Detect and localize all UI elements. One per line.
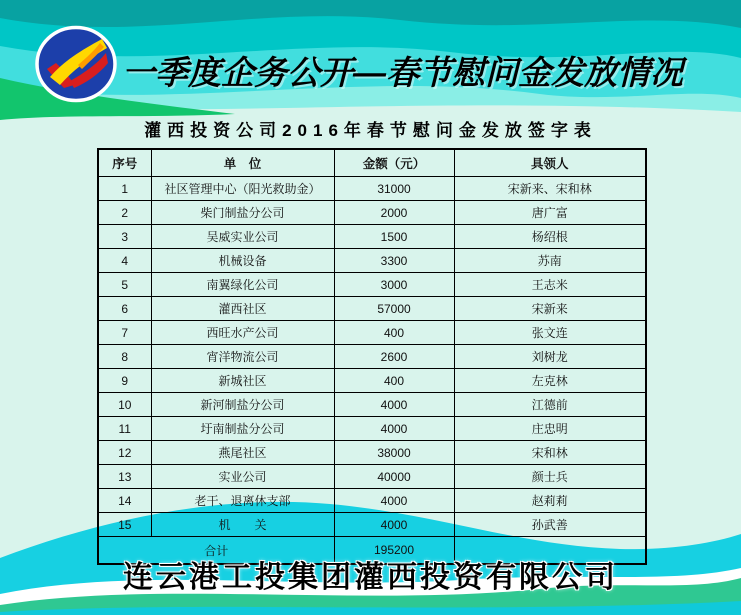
- table-row: [98, 417, 646, 441]
- header-amount: 金额（元）: [334, 149, 454, 177]
- cell-recipient: 庄忠明: [454, 417, 646, 441]
- cell-unit: 机 关: [151, 513, 334, 537]
- cell-recipient: 孙武善: [454, 513, 646, 537]
- cell-unit: 吴威实业公司: [151, 225, 334, 249]
- cell-no: 15: [98, 513, 151, 537]
- cell-no: 14: [98, 489, 151, 513]
- cell-amount: 4000: [334, 393, 454, 417]
- table-row: [98, 345, 646, 369]
- cell-amount: 38000: [334, 441, 454, 465]
- cell-amount: 3000: [334, 273, 454, 297]
- cell-no: 6: [98, 297, 151, 321]
- table-row: [98, 441, 646, 465]
- cell-amount: 400: [334, 369, 454, 393]
- cell-recipient: 苏南: [454, 249, 646, 273]
- total-amount: 195200: [334, 537, 454, 565]
- cell-recipient: 江德前: [454, 393, 646, 417]
- table-row: [98, 369, 646, 393]
- cell-recipient: 王志米: [454, 273, 646, 297]
- company-logo-icon: [34, 25, 118, 103]
- cell-no: 9: [98, 369, 151, 393]
- cell-no: 7: [98, 321, 151, 345]
- table-row: [98, 489, 646, 513]
- cell-amount: 57000: [334, 297, 454, 321]
- cell-unit: 圩南制盐分公司: [151, 417, 334, 441]
- cell-unit: 老干、退离休支部: [151, 489, 334, 513]
- table-row: [98, 225, 646, 249]
- cell-recipient: 刘树龙: [454, 345, 646, 369]
- cell-recipient: 张文连: [454, 321, 646, 345]
- table-row: [98, 201, 646, 225]
- payout-table: [97, 148, 647, 565]
- table-row: [98, 513, 646, 537]
- cell-amount: 400: [334, 321, 454, 345]
- table-row: [98, 393, 646, 417]
- cell-unit: 燕尾社区: [151, 441, 334, 465]
- cell-unit: 南翼绿化公司: [151, 273, 334, 297]
- cell-amount: 4000: [334, 417, 454, 441]
- cell-no: 5: [98, 273, 151, 297]
- cell-amount: 4000: [334, 489, 454, 513]
- header-recipient: 具领人: [454, 149, 646, 177]
- table-body: [98, 177, 646, 537]
- cell-no: 1: [98, 177, 151, 201]
- cell-amount: 1500: [334, 225, 454, 249]
- cell-recipient: 唐广富: [454, 201, 646, 225]
- table-row: [98, 249, 646, 273]
- cell-amount: 40000: [334, 465, 454, 489]
- cell-unit: 新城社区: [151, 369, 334, 393]
- table-row: [98, 465, 646, 489]
- header-no: 序号: [98, 149, 151, 177]
- cell-unit: 宵洋物流公司: [151, 345, 334, 369]
- cell-unit: 实业公司: [151, 465, 334, 489]
- cell-unit: 西旺水产公司: [151, 321, 334, 345]
- cell-no: 11: [98, 417, 151, 441]
- cell-no: 13: [98, 465, 151, 489]
- cell-recipient: 左克林: [454, 369, 646, 393]
- table-header-row: [98, 149, 646, 177]
- cell-unit: 机械设备: [151, 249, 334, 273]
- table-row: [98, 321, 646, 345]
- page-title: 一季度企务公开—春节慰问金发放情况: [122, 53, 683, 91]
- table-row: [98, 273, 646, 297]
- table-row: [98, 297, 646, 321]
- cell-unit: 柴门制盐分公司: [151, 201, 334, 225]
- table-row: [98, 177, 646, 201]
- cell-no: 12: [98, 441, 151, 465]
- cell-no: 4: [98, 249, 151, 273]
- cell-recipient: 宋新来、宋和林: [454, 177, 646, 201]
- cell-recipient: 宋和林: [454, 441, 646, 465]
- cell-no: 2: [98, 201, 151, 225]
- cell-amount: 4000: [334, 513, 454, 537]
- cell-unit: 灌西社区: [151, 297, 334, 321]
- cell-no: 8: [98, 345, 151, 369]
- cell-recipient: 宋新来: [454, 297, 646, 321]
- company-name: 连云港工投集团灌西投资有限公司: [123, 561, 618, 594]
- cell-amount: 2600: [334, 345, 454, 369]
- header-unit: 单 位: [151, 149, 334, 177]
- cell-recipient: 杨绍根: [454, 225, 646, 249]
- total-label: 合计: [98, 537, 334, 565]
- cell-amount: 2000: [334, 201, 454, 225]
- cell-amount: 31000: [334, 177, 454, 201]
- cell-no: 10: [98, 393, 151, 417]
- cell-recipient: 颜士兵: [454, 465, 646, 489]
- cell-unit: 新河制盐分公司: [151, 393, 334, 417]
- cell-recipient: 赵莉莉: [454, 489, 646, 513]
- cell-amount: 3300: [334, 249, 454, 273]
- cell-unit: 社区管理中心（阳光救助金）: [151, 177, 334, 201]
- cell-no: 3: [98, 225, 151, 249]
- table-caption: 灌西投资公司2016年春节慰问金发放签字表: [144, 121, 597, 140]
